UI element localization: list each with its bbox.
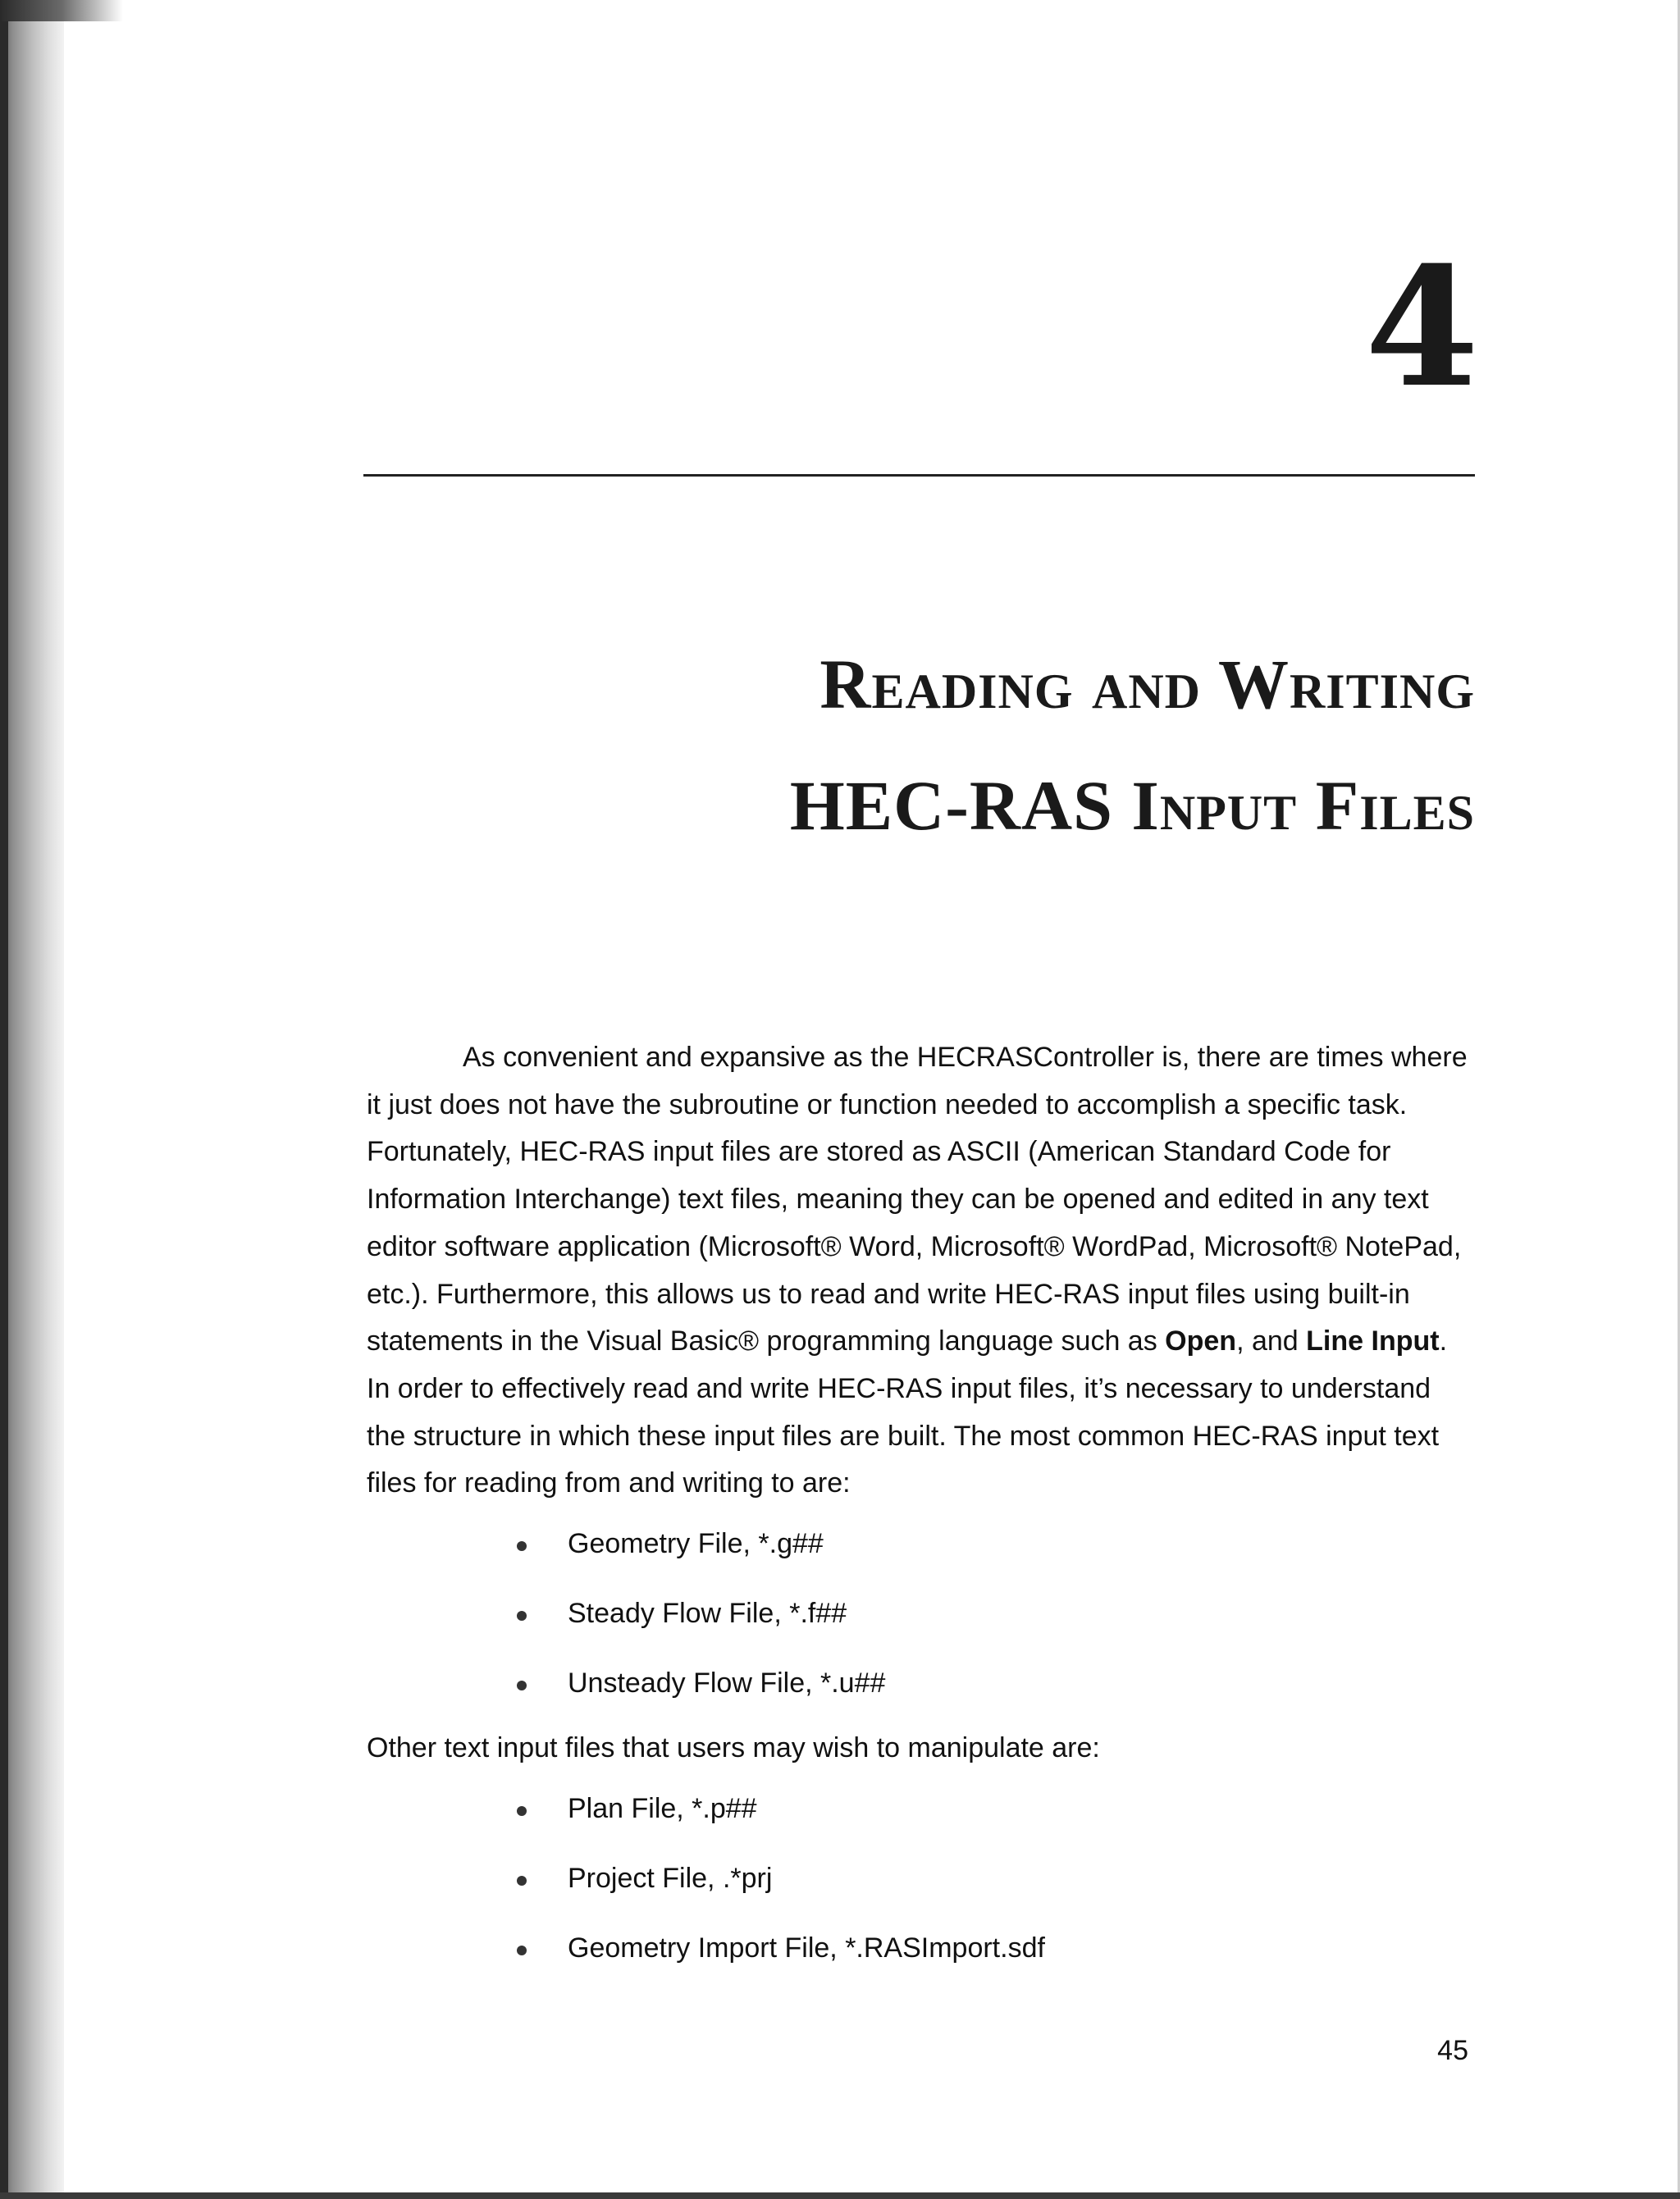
intro-text-2: , and [1236, 1325, 1307, 1357]
bullet-icon [517, 1946, 527, 1955]
intro-text-3: . In order to effectively read and write HEC-RAS input files, it’s necessary to understand the structure in which these input files are built. The most common HEC-RAS input text files for reading from and writing to are: [367, 1325, 1448, 1499]
bullet-icon [517, 1876, 527, 1886]
list-item-label: Steady Flow File, *.f## [568, 1598, 847, 1630]
other-files-list [367, 1786, 1474, 1995]
bullet-icon [517, 1681, 527, 1690]
book-binding-shadow [0, 0, 64, 2199]
keyword-open: Open [1165, 1325, 1237, 1357]
common-files-list [367, 1521, 1474, 1730]
chapter-title-line-1: Reading and Writing [819, 645, 1475, 723]
keyword-line-input: Line Input [1306, 1325, 1440, 1357]
list-item-label: Project File, .*prj [568, 1862, 773, 1894]
page-bottom-edge [0, 2192, 1680, 2199]
bullet-icon [517, 1611, 527, 1621]
list-item [367, 1925, 1474, 1995]
other-files-intro: Other text input files that users may wish to manipulate are: [367, 1732, 1100, 1764]
intro-text-1: As convenient and expansive as the HECRASController is, there are times where it just does not have the subroutine or function needed to accomplish a specific task. Fortunately, HEC-RAS input files are stored as ASCII (American Standard Code for Information Interchange) text files, meaning they can be opened and edited in any text editor software application (Microsoft® Word, Microsoft® WordPad, Microsoft® NotePad, etc.). Furthermore, this allows us to read and write HEC-RAS input files using built-in statements in the Visual Basic® programming language such as [367, 1042, 1468, 1357]
chapter-title [409, 623, 1475, 866]
list-item-label: Unsteady Flow File, *.u## [568, 1667, 886, 1699]
page-left-edge [0, 0, 8, 2199]
chapter-divider-rule [363, 474, 1475, 477]
bullet-icon [517, 1541, 527, 1551]
chapter-body [367, 1034, 1474, 1995]
chapter-title-line-2: HEC-RAS Input Files [789, 766, 1475, 845]
page-top-corner-shadow [0, 0, 123, 21]
list-item-label: Geometry File, *.g## [568, 1528, 824, 1560]
intro-paragraph [367, 1034, 1474, 1508]
list-item [367, 1786, 1474, 1855]
list-item-label: Plan File, *.p## [568, 1792, 757, 1824]
chapter-number: 4 [1364, 231, 1479, 424]
list-item [367, 1521, 1474, 1590]
list-item [367, 1855, 1474, 1925]
list-item [367, 1660, 1474, 1730]
list-item [367, 1590, 1474, 1660]
page-number: 45 [1437, 2035, 1468, 2066]
bullet-icon [517, 1806, 527, 1816]
list-item-label: Geometry Import File, *.RASImport.sdf [568, 1932, 1045, 1964]
